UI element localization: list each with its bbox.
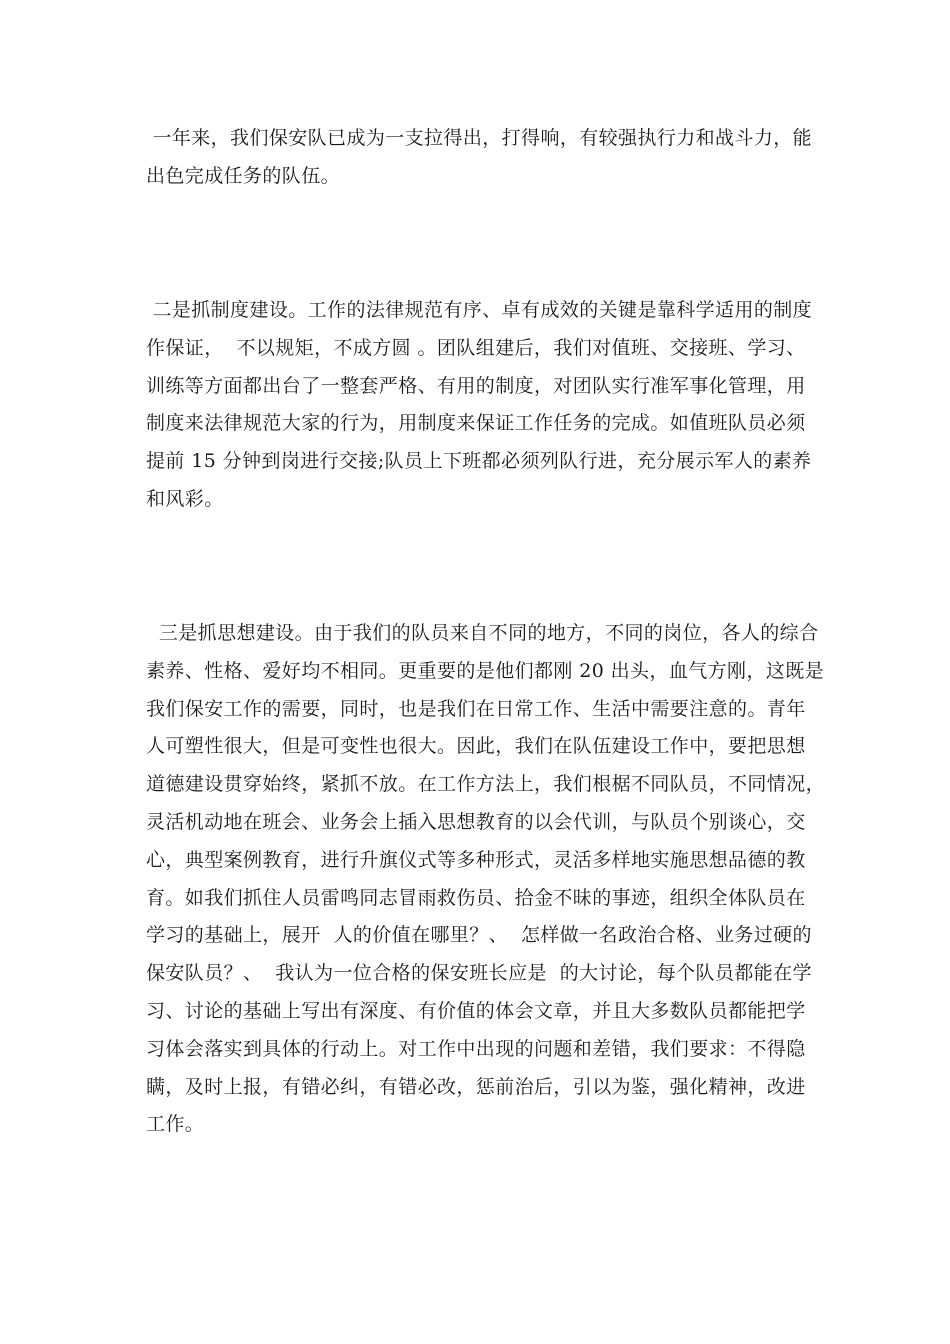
text-line: 习体会落实到具体的行动上。对工作中出现的问题和差错，我们要求：不得隐	[146, 1037, 806, 1060]
paragraph-summary	[146, 120, 813, 196]
paragraph-system-building	[146, 292, 813, 519]
text-line: 出色完成任务的队伍。	[146, 164, 341, 187]
text-line: 工作。	[146, 1113, 205, 1136]
text-line: 心，典型案例教育，进行升旗仪式等多种形式，灵活多样地实施思想品德的教	[146, 848, 806, 871]
text-line: 瞒，及时上报，有错必纠，有错必改，惩前治后，引以为鉴，强化精神，改进	[146, 1075, 806, 1098]
text-line: 学习的基础上，展开 人的价值在哪里？、 怎样做一名政治合格、业务过硬的	[146, 924, 812, 947]
text-line: 道德建设贯穿始终，紧抓不放。在工作方法上，我们根椐不同队员，不同情况，	[146, 773, 826, 796]
text-line: 灵活机动地在班会、业务会上插入思想教育的以会代训，与队员个别谈心，交	[146, 810, 806, 833]
text-line: 作保证， 不以规矩，不成方圆 。团队组建后，我们对值班、交接班、学习、	[146, 336, 806, 359]
text-line: 三是抓思想建设。由于我们的队员来自不同的地方，不同的岗位，各人的综合	[146, 622, 819, 644]
text-line: 和风彩。	[146, 487, 224, 510]
paragraph-ideology-building	[146, 615, 826, 1144]
text-line: 训练等方面都出台了一整套严格、有用的制度，对团队实行准军事化管理，用	[146, 374, 806, 397]
text-line: 我们保安工作的需要，同时，也是我们在日常工作、生活中需要注意的。青年	[146, 697, 806, 720]
text-line: 人可塑性很大，但是可变性也很大。因此，我们在队伍建设工作中，要把思想	[146, 735, 806, 758]
text-line: 保安队员？、 我认为一位合格的保安班长应是 的大讨论，每个队员都能在学	[146, 962, 812, 985]
text-line: 制度来法律规范大家的行为，用制度来保证工作任务的完成。如值班队员必须	[146, 412, 806, 435]
text-line: 育。如我们抓住人员雷鸣同志冒雨救伤员、拾金不昧的事迹，组织全体队员在	[146, 886, 806, 909]
text-line: 习、讨论的基础上写出有深度、有价值的体会文章，并且大多数队员都能把学	[146, 999, 806, 1022]
text-line: 二是抓制度建设。工作的法律规范有序、卓有成效的关键是靠科学适用的制度	[146, 299, 813, 321]
text-line: 提前 15 分钟到岗进行交接;队员上下班都必须列队行进，充分展示军人的素养	[146, 450, 812, 473]
text-line: 素养、性格、爱好均不相同。更重要的是他们都刚 20 出头，血气方刚，这既是	[146, 659, 825, 682]
text-line: 一年来，我们保安队已成为一支拉得出，打得响，有较强执行力和战斗力，能	[146, 127, 813, 149]
